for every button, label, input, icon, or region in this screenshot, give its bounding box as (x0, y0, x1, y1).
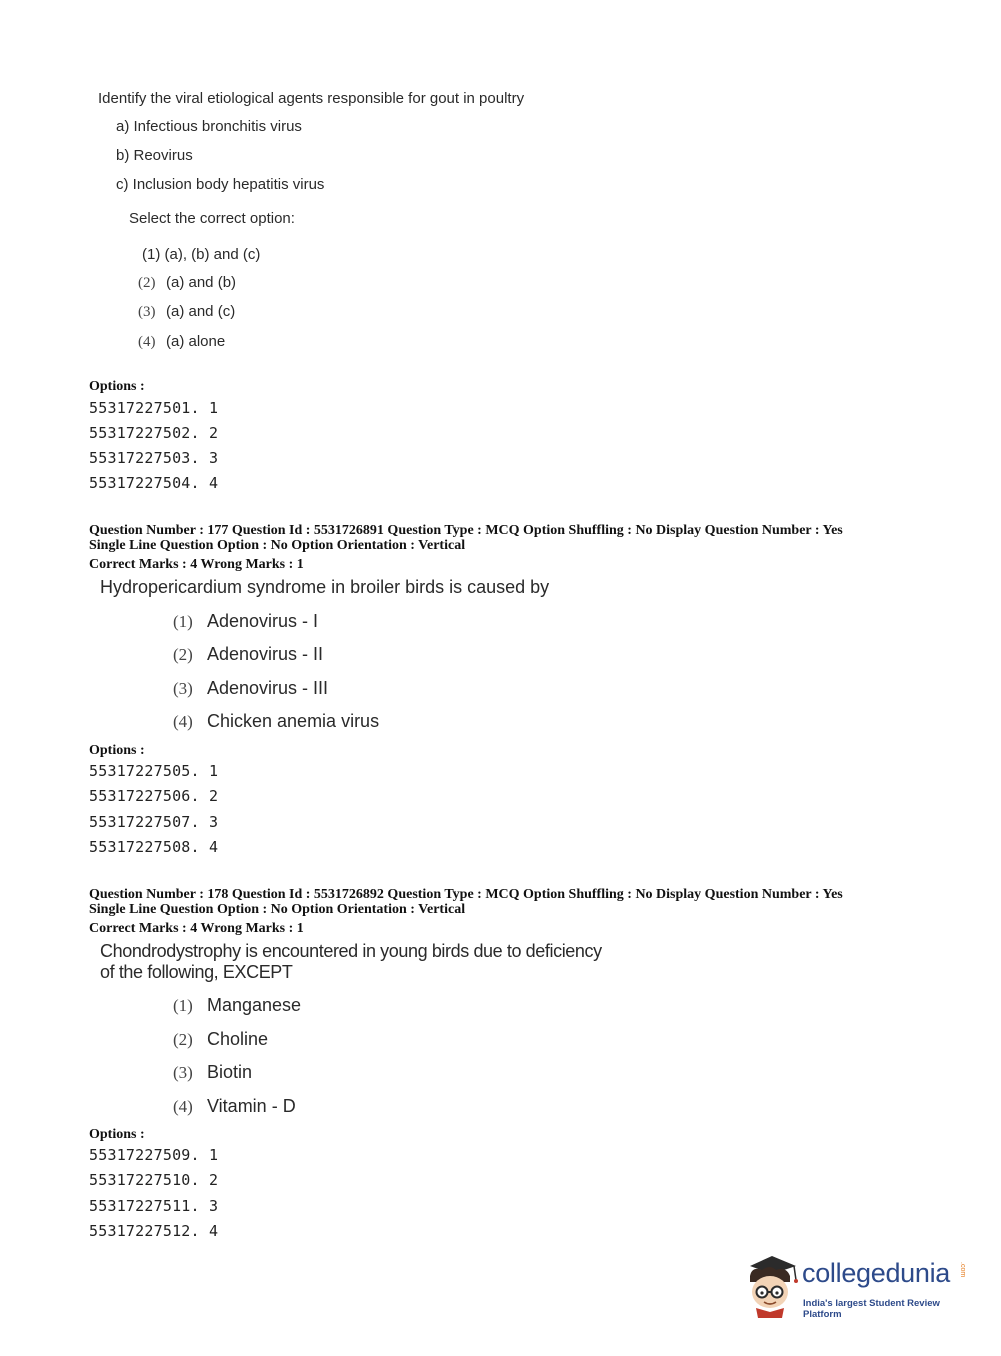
choice-number: (1) (173, 996, 193, 1015)
logo-name: collegedunia (802, 1258, 951, 1288)
question-marks: Correct Marks : 4 Wrong Marks : 1 (89, 557, 304, 572)
choice-text: Adenovirus - II (207, 644, 324, 664)
option-id: 55317227509. 1 (89, 1146, 219, 1164)
options-label: Options : (89, 1127, 145, 1142)
choice-text: Biotin (207, 1062, 253, 1082)
question-marks: Correct Marks : 4 Wrong Marks : 1 (89, 921, 304, 936)
choice-number: (1) (142, 246, 161, 263)
choice-2 (173, 1029, 268, 1050)
choice-number: (2) (138, 275, 156, 291)
choice-number: (4) (138, 334, 156, 350)
choice-text: (a), (b) and (c) (164, 246, 261, 263)
choice-text: Choline (207, 1029, 269, 1049)
choice-3 (173, 678, 328, 699)
choice-text: Adenovirus - III (207, 678, 329, 698)
choice-number: (3) (173, 1063, 193, 1082)
option-id: 55317227507. 3 (89, 813, 219, 831)
choice-number: (4) (173, 1097, 193, 1116)
question-177-text: Hydropericardium syndrome in broiler birds is caused by (100, 577, 550, 597)
choice-1 (142, 246, 260, 263)
question-178-text-line2: of the following, EXCEPT (100, 962, 293, 982)
choice-4 (173, 711, 379, 732)
option-id: 55317227510. 2 (89, 1171, 219, 1189)
choice-text: (a) and (c) (166, 303, 236, 320)
option-id: 55317227503. 3 (89, 449, 219, 467)
option-id: 55317227502. 2 (89, 424, 219, 442)
choice-text: (a) alone (166, 333, 226, 350)
select-prompt: Select the correct option: (129, 210, 295, 227)
option-id: 55317227505. 1 (89, 762, 219, 780)
choice-number: (3) (173, 679, 193, 698)
choice-3 (138, 303, 235, 321)
logo-suffix: .com (959, 1262, 966, 1278)
choice-text: Adenovirus - I (207, 611, 319, 631)
choice-number: (4) (173, 712, 193, 731)
question-meta-line1: Question Number : 177 Question Id : 5531726891 Question Type : MCQ Option Shuffling : No Display Question Number : Yes (89, 523, 843, 538)
statement-c: c) Inclusion body hepatitis virus (116, 176, 325, 193)
choice-1 (173, 611, 318, 632)
choice-number: (2) (173, 1030, 193, 1049)
choice-number: (3) (138, 304, 156, 320)
choice-number: (2) (173, 645, 193, 664)
choice-text: (a) and (b) (166, 274, 237, 291)
option-id: 55317227506. 2 (89, 787, 219, 805)
options-label: Options : (89, 379, 145, 394)
question-178-text-line1: Chondrodystrophy is encountered in young birds due to deficiency (100, 941, 602, 961)
choice-2 (173, 644, 323, 665)
choice-4 (173, 1096, 296, 1117)
question-meta-line1: Question Number : 178 Question Id : 5531726892 Question Type : MCQ Option Shuffling : No Display Question Number : Yes (89, 887, 843, 902)
option-id: 55317227512. 4 (89, 1222, 219, 1240)
statement-b: b) Reovirus (116, 147, 193, 164)
question-176-text: Identify the viral etiological agents responsible for gout in poultry (98, 90, 525, 107)
choice-1 (173, 995, 301, 1016)
options-label: Options : (89, 743, 145, 758)
choice-number: (1) (173, 612, 193, 631)
choice-4 (138, 333, 225, 351)
choice-text: Manganese (207, 995, 302, 1015)
collegedunia-logo (742, 1252, 972, 1320)
question-meta-line2: Single Line Question Option : No Option Orientation : Vertical (89, 902, 466, 917)
choice-text: Chicken anemia virus (207, 711, 380, 731)
choice-3 (173, 1062, 252, 1083)
question-meta-line2: Single Line Question Option : No Option Orientation : Vertical (89, 538, 466, 553)
choice-2 (138, 274, 236, 292)
statement-a: a) Infectious bronchitis virus (116, 118, 302, 135)
choice-text: Vitamin - D (207, 1096, 296, 1116)
option-id: 55317227501. 1 (89, 399, 219, 417)
option-id: 55317227508. 4 (89, 838, 219, 856)
mascot-icon (742, 1252, 802, 1318)
option-id: 55317227504. 4 (89, 474, 219, 492)
option-id: 55317227511. 3 (89, 1197, 219, 1215)
logo-tagline: India's largest Student Review Platform (803, 1298, 940, 1320)
